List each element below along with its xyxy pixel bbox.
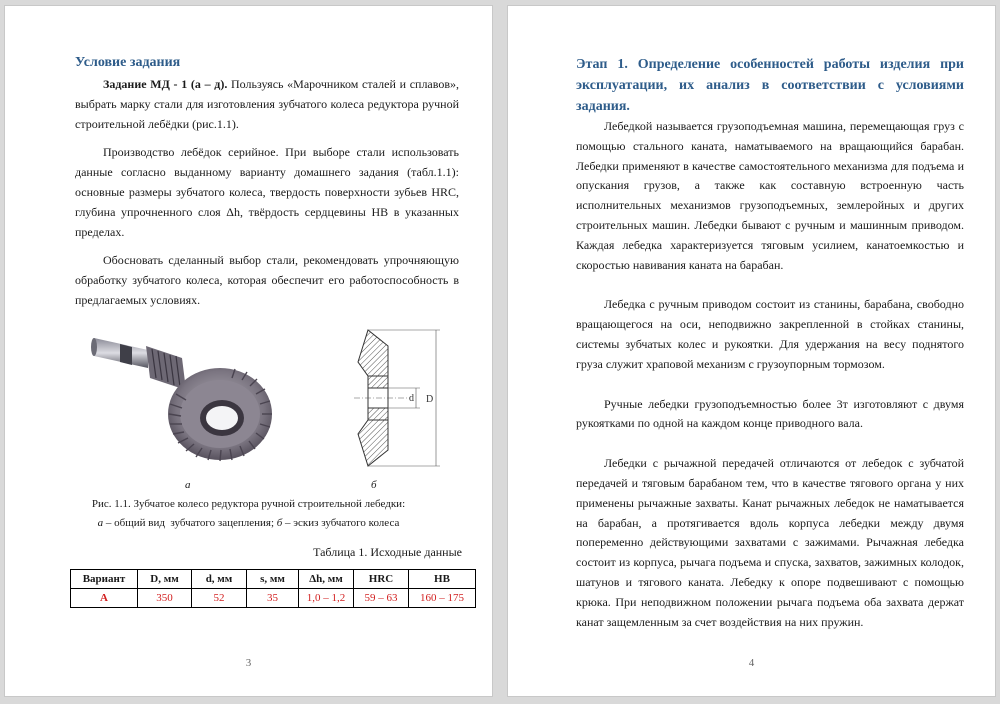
caption-end: – эскиз зубчатого колеса	[282, 517, 400, 529]
table-cell: 1,0 – 1,2	[299, 589, 354, 608]
paragraph: Лебедки с рычажной передачей отличаются от лебедок с зубчатой передачей и тяговым барабаном тем, что в качестве тягового органа у них применены рычажные захваты. Канат рычажных лебедок не наматывается на барабан, а протягивается вдоль корпуса лебедки между двумя попеременно действующими захватами с зажимами. Рычажная лебедка состоит из корпуса, рычага подъема и спуска, захватов, зажимных колодок, шатунов и тягового каната. Лебедку к опоре подвешивают с помощью крюка. При неподвижном положении рычага подъема оба захвата держат канат защемленным за счет воздействия на них пружин.	[576, 456, 964, 629]
gear-photo	[90, 328, 275, 468]
task-paragraph	[75, 75, 459, 134]
table-header: HRC	[354, 570, 409, 589]
dim-d-label: d	[409, 393, 414, 404]
table-header: Вариант	[71, 570, 138, 589]
stage-heading: Этап 1. Определение особенностей работы изделия при эксплуатации, их анализ в соответствии с условиями задания.	[576, 57, 964, 114]
caption-mid: – общий вид зубчатого зацепления;	[103, 517, 277, 529]
figure-b-label: б	[371, 479, 377, 491]
table-header-row	[71, 570, 476, 589]
task-text: Пользуясь «Марочником сталей и сплавов», выбрать марку стали для изготовления зубчатого колеса редуктора ручной строительной лебёдки (рис.1.1).	[75, 77, 460, 131]
section-heading: Условие задания	[75, 55, 181, 70]
table-cell: А	[71, 589, 138, 608]
page-4	[507, 5, 996, 697]
table-cell: 160 – 175	[409, 589, 476, 608]
paragraph: Лебедкой называется грузоподъемная машина, перемещающая груз с помощью стального каната, наматываемого на вращающийся барабан. Лебедки применяют в качестве самостоятельного механизма для подъема и опускания грузов, а также как составную встроенную часть исполнительных механизмов грузоподъемных, землеройных и других строительных машин. Лебедки бывают с ручным и машинным приводом. Каждая лебедка характеризуется тяговым усилием, канатоемкостью и скоростью навивания каната на барабан.	[576, 119, 964, 272]
table-header: Δh, мм	[299, 570, 354, 589]
table-title: Таблица 1. Исходные данные	[313, 545, 462, 559]
paragraph: Лебедка с ручным приводом состоит из станины, барабана, свободно вращающегося на оси, неподвижно закрепленной в стойках станины, системы зубчатых колес и рукоятки. Для удержания на весу поднятого груза служит храповой механизм с грузоупорным тормозом.	[576, 297, 964, 371]
page-number: 3	[245, 657, 252, 669]
table-row	[71, 589, 476, 608]
figure-caption-line1: Рис. 1.1. Зубчатое колесо редуктора ручной строительной лебедки:	[91, 498, 406, 510]
task-label: Задание МД - 1 (а – д).	[103, 77, 228, 91]
justify-paragraph: Обосновать сделанный выбор стали, рекомендовать упрочняющую обработку зубчатого колеса, которая обеспечит его работоспособность в предлагаемых условиях.	[75, 253, 459, 307]
gear-sketch	[350, 324, 450, 472]
table-header: s, мм	[247, 570, 299, 589]
production-paragraph: Производство лебёдок серийное. При выборе стали использовать данные согласно выданному варианту домашнего задания (табл.1.1): основные размеры зубчатого колеса, твердость поверхности зубьев HRC, глубина упрочненного слоя Δh, твёрдость сердцевины НВ в указанных пределах.	[75, 145, 459, 239]
page-4-text	[576, 54, 964, 632]
table-cell: 52	[192, 589, 247, 608]
page-3-text	[75, 54, 459, 311]
paragraph: Ручные лебедки грузоподъемностью более 3т изготовляют с двумя рукоятками по одной на каждом конце приводного вала.	[576, 396, 964, 431]
page-number: 4	[748, 657, 755, 669]
caption-b: б	[276, 517, 283, 529]
table-cell: 59 – 63	[354, 589, 409, 608]
table-header: D, мм	[138, 570, 192, 589]
table-header: HB	[409, 570, 476, 589]
table-cell: 35	[247, 589, 299, 608]
figure-a-label: а	[185, 479, 191, 491]
table-header: d, мм	[192, 570, 247, 589]
table-cell: 350	[138, 589, 192, 608]
figure-caption-line2	[5, 514, 492, 533]
caption-a: а	[97, 517, 104, 529]
page-3	[4, 5, 493, 697]
dim-D-label: D	[426, 394, 434, 405]
data-table	[70, 569, 476, 608]
